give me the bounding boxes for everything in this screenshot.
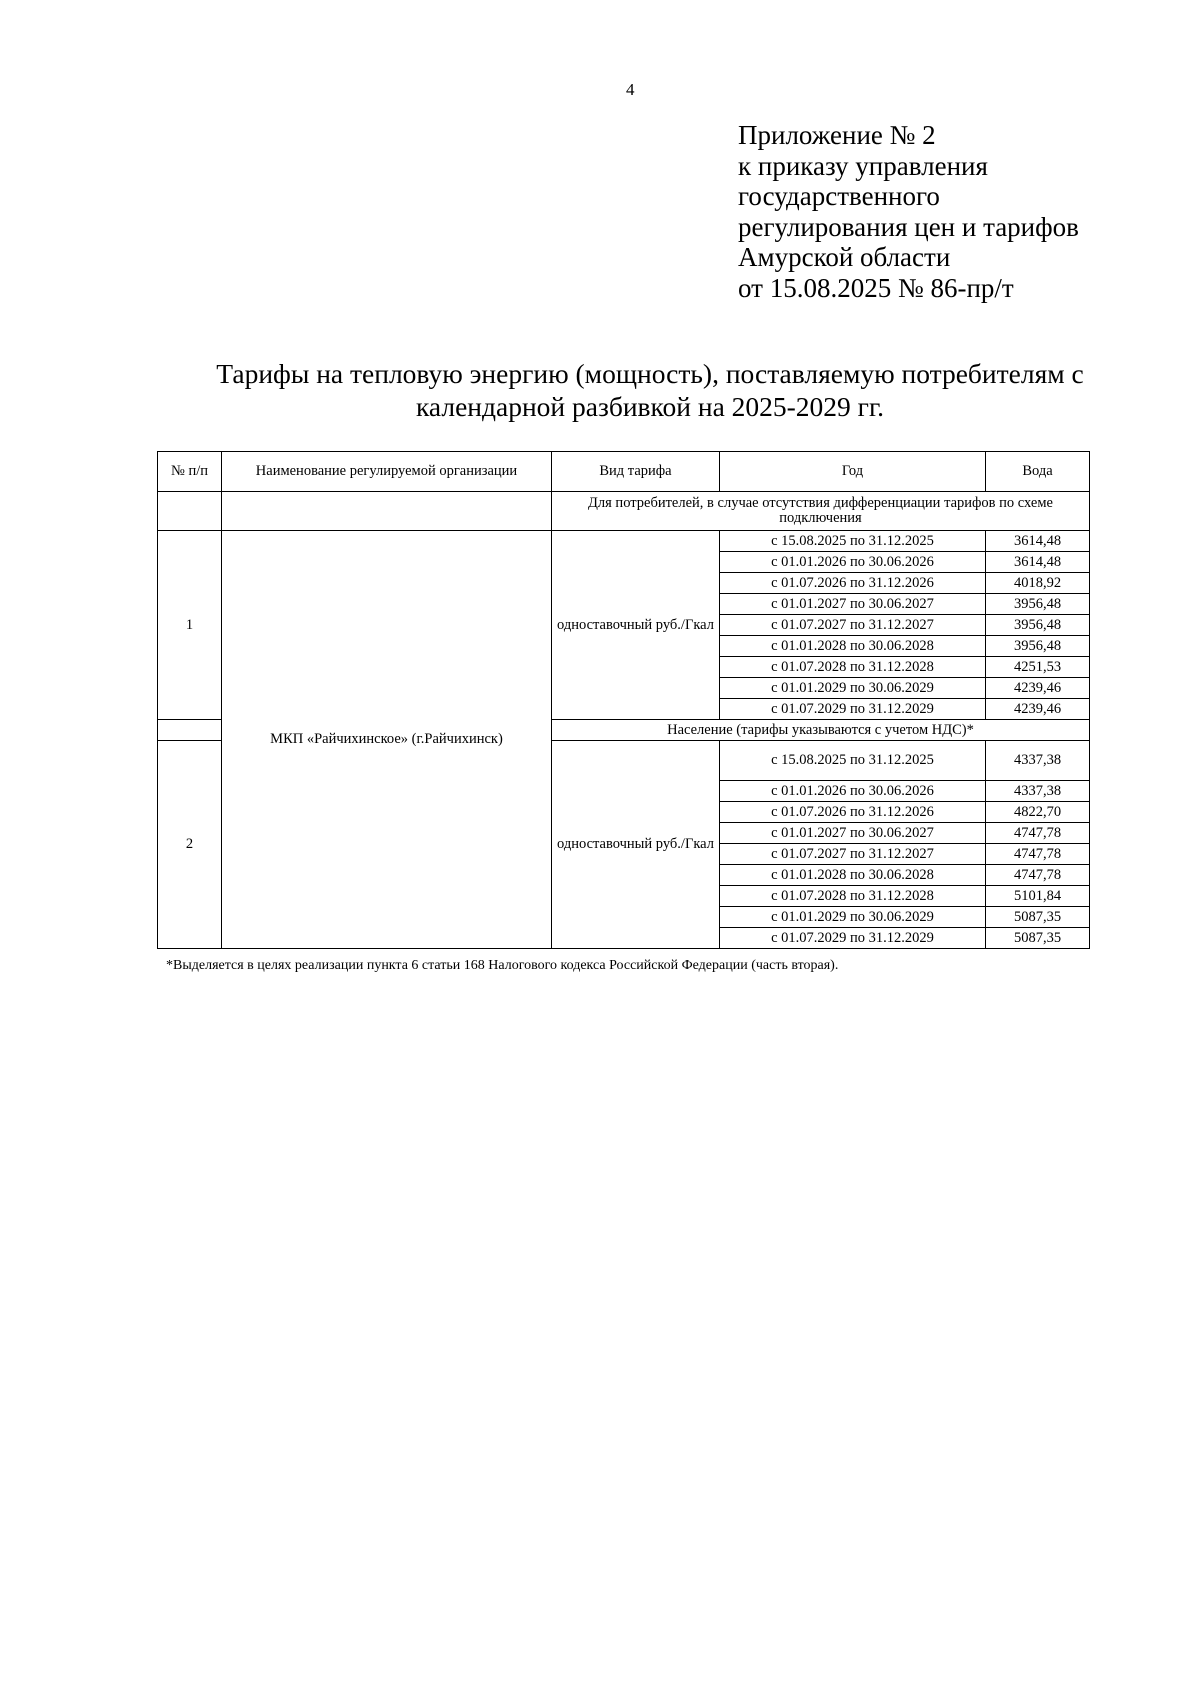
value-cell: 3956,48 xyxy=(986,615,1090,636)
section-1-header: Для потребителей, в случае отсутствия дифференциации тарифов по схеме подключения xyxy=(552,492,1090,531)
section-header-row xyxy=(158,492,1090,531)
annex-line: к приказу управления xyxy=(738,150,988,181)
value-cell: 3956,48 xyxy=(986,594,1090,615)
value-cell: 4337,38 xyxy=(986,741,1090,781)
annex-line: государственного xyxy=(738,181,940,211)
row-number: 1 xyxy=(158,531,222,720)
footnote: *Выделяется в целях реализации пункта 6 статьи 168 Налогового кодекса Российской Федерации (часть вторая). xyxy=(166,958,839,973)
header-water: Вода xyxy=(986,452,1090,492)
value-cell: 5101,84 xyxy=(986,886,1090,907)
value-cell: 4239,46 xyxy=(986,678,1090,699)
period-cell: с 01.07.2027 по 31.12.2027 xyxy=(720,844,986,865)
period-cell: с 01.07.2026 по 31.12.2026 xyxy=(720,573,986,594)
annex-header xyxy=(738,120,1079,303)
annex-line: Приложение № 2 xyxy=(738,120,936,150)
value-cell: 4747,78 xyxy=(986,823,1090,844)
header-tariff-type: Вид тарифа xyxy=(552,452,720,492)
table-row xyxy=(158,531,1090,552)
organization-name: МКП «Райчихинское» (г.Райчихинск) xyxy=(222,531,552,949)
value-cell: 3956,48 xyxy=(986,636,1090,657)
value-cell: 4239,46 xyxy=(986,699,1090,720)
annex-line: от 15.08.2025 № 86-пр/т xyxy=(738,272,1014,303)
value-cell: 4747,78 xyxy=(986,844,1090,865)
period-cell: с 01.01.2029 по 30.06.2029 xyxy=(720,907,986,928)
row-number: 2 xyxy=(158,741,222,949)
tariff-table xyxy=(157,451,1090,949)
value-cell: 5087,35 xyxy=(986,907,1090,928)
value-cell: 4747,78 xyxy=(986,865,1090,886)
value-cell: 4018,92 xyxy=(986,573,1090,594)
period-cell: с 01.07.2028 по 31.12.2028 xyxy=(720,886,986,907)
annex-line: регулирования цен и тарифов xyxy=(738,211,1079,242)
value-cell: 5087,35 xyxy=(986,928,1090,949)
section-2-header: Население (тарифы указываются с учетом НДС)* xyxy=(552,720,1090,741)
value-cell: 4822,70 xyxy=(986,802,1090,823)
period-cell: с 01.07.2026 по 31.12.2026 xyxy=(720,802,986,823)
title-line-1: Тарифы на тепловую энергию (мощность), поставляемую потребителям с xyxy=(216,358,1084,389)
period-cell: с 01.01.2026 по 30.06.2026 xyxy=(720,781,986,802)
period-cell: с 01.01.2028 по 30.06.2028 xyxy=(720,636,986,657)
period-cell: с 01.01.2027 по 30.06.2027 xyxy=(720,823,986,844)
period-cell: с 01.01.2027 по 30.06.2027 xyxy=(720,594,986,615)
value-cell: 4337,38 xyxy=(986,781,1090,802)
period-cell: с 15.08.2025 по 31.12.2025 xyxy=(720,531,986,552)
period-cell: с 01.01.2029 по 30.06.2029 xyxy=(720,678,986,699)
value-cell: 3614,48 xyxy=(986,531,1090,552)
tariff-type: одноставочный руб./Гкал xyxy=(552,531,720,720)
value-cell: 4251,53 xyxy=(986,657,1090,678)
annex-line: Амурской области xyxy=(738,242,951,272)
period-cell: с 15.08.2025 по 31.12.2025 xyxy=(720,741,986,781)
period-cell: с 01.01.2026 по 30.06.2026 xyxy=(720,552,986,573)
period-cell: с 01.07.2028 по 31.12.2028 xyxy=(720,657,986,678)
tariff-type: одноставочный руб./Гкал xyxy=(552,741,720,949)
value-cell: 3614,48 xyxy=(986,552,1090,573)
header-num: № п/п xyxy=(158,452,222,492)
period-cell: с 01.07.2027 по 31.12.2027 xyxy=(720,615,986,636)
header-year: Год xyxy=(720,452,986,492)
header-organization: Наименование регулируемой организации xyxy=(222,452,552,492)
period-cell: с 01.01.2028 по 30.06.2028 xyxy=(720,865,986,886)
title-line-2: календарной разбивкой на 2025-2029 гг. xyxy=(415,391,885,422)
table-header-row xyxy=(158,452,1090,492)
period-cell: с 01.07.2029 по 31.12.2029 xyxy=(720,928,986,949)
document-title xyxy=(190,357,1110,423)
page-number: 4 xyxy=(626,80,635,99)
period-cell: с 01.07.2029 по 31.12.2029 xyxy=(720,699,986,720)
